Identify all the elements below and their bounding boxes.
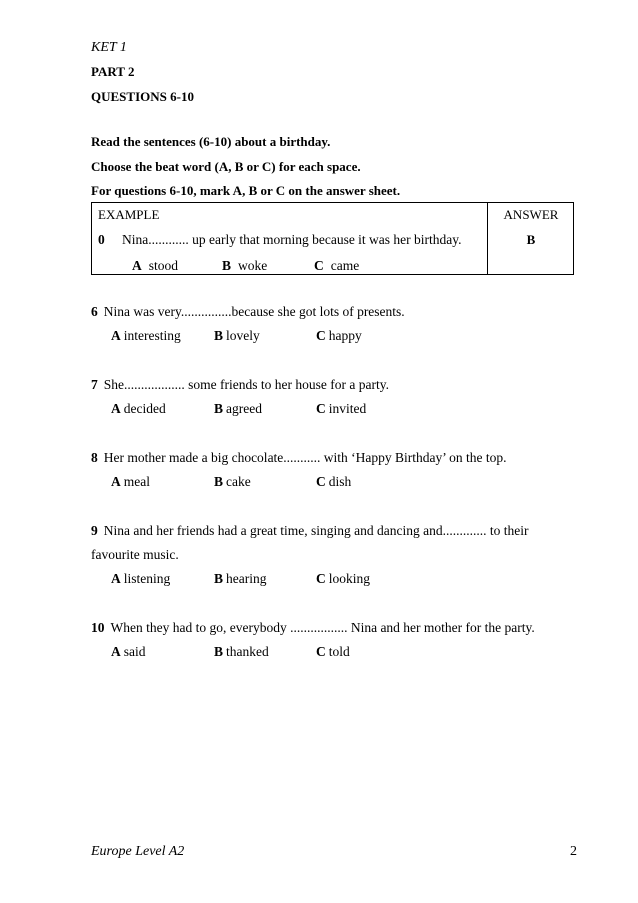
- question-text: 8 Her mother made a big chocolate........... with ‘Happy Birthday’ on the top.: [91, 450, 507, 465]
- option-c[interactable]: C happy: [316, 328, 362, 343]
- option-b[interactable]: B thanked: [214, 644, 269, 659]
- example-number: 0: [98, 232, 105, 247]
- option-b[interactable]: B hearing: [214, 571, 267, 586]
- part-heading: PART 2: [91, 64, 135, 79]
- option-c[interactable]: C invited: [316, 401, 367, 416]
- example-title: EXAMPLE: [98, 207, 160, 222]
- questions-heading: QUESTIONS 6-10: [91, 89, 194, 104]
- instruction-line: For questions 6-10, mark A, B or C on the answer sheet.: [91, 183, 401, 198]
- option-a[interactable]: A said: [111, 644, 146, 659]
- example-option-a: A stood: [132, 258, 179, 273]
- option-c[interactable]: C looking: [316, 571, 371, 586]
- option-a[interactable]: A interesting: [111, 328, 181, 343]
- footer-level: Europe Level A2: [91, 844, 185, 859]
- option-b[interactable]: B lovely: [214, 328, 260, 343]
- option-a[interactable]: A decided: [111, 401, 166, 416]
- example-option-c: C came: [314, 258, 360, 273]
- question-text: 7 She.................. some friends to her house for a party.: [91, 377, 389, 392]
- question-text: 6 Nina was very...............because she got lots of presents.: [91, 304, 405, 319]
- example-option-b: B woke: [222, 258, 268, 273]
- question-options: [111, 328, 411, 346]
- question-text-continued: favourite music.: [91, 547, 179, 562]
- question-text: 10 When they had to go, everybody ................. Nina and her mother for the party.: [91, 620, 535, 635]
- instruction-line: Read the sentences (6-10) about a birthday.: [91, 134, 331, 149]
- example-box: [91, 202, 574, 275]
- answer-heading: ANSWER: [503, 207, 559, 222]
- question-options: [111, 474, 411, 492]
- page-number: 2: [570, 844, 577, 859]
- option-b[interactable]: B agreed: [214, 401, 262, 416]
- exam-level: KET 1: [91, 40, 127, 55]
- question-options: [111, 644, 411, 662]
- instruction-line: Choose the beat word (A, B or C) for each space.: [91, 159, 361, 174]
- option-b[interactable]: B cake: [214, 474, 251, 489]
- question-options: [111, 571, 411, 589]
- option-c[interactable]: C dish: [316, 474, 352, 489]
- example-sentence: Nina............ up early that morning because it was her birthday.: [122, 232, 462, 247]
- question-options: [111, 401, 411, 419]
- question-text: 9 Nina and her friends had a great time, singing and dancing and............. to their: [91, 523, 529, 538]
- option-a[interactable]: A listening: [111, 571, 171, 586]
- option-c[interactable]: C told: [316, 644, 350, 659]
- example-answer: B: [526, 232, 536, 247]
- option-a[interactable]: A meal: [111, 474, 150, 489]
